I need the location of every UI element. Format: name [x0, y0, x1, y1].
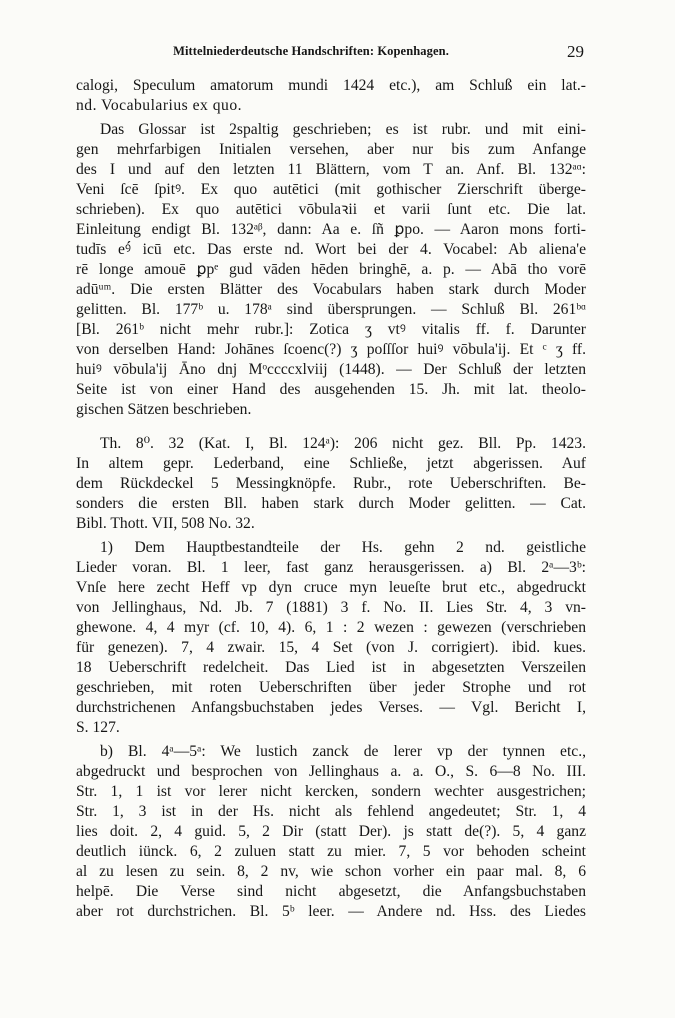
text-line: von derselben Hand: Johānes ſcoenc(?) ʒ poſſſor huiꝰ vōbula'ij. Et ᶜ ʒ ff. — [76, 341, 586, 358]
text-line: calogi, Speculum amatorum mundi 1424 etc.), am Schluß ein lat.- — [76, 77, 586, 94]
text-line: nd. Vocabularius ex quo. — [76, 97, 243, 114]
text-line: gen mehrfarbigen Initialen versehen, aber nur bis zum Anfange — [76, 141, 586, 158]
text-line: lies doit. 2, 4 guid. 5, 2 Dir (statt Der). js statt de(?). 5, 4 ganz — [76, 823, 586, 840]
text-line: helpē. Die Verse sind nicht abgesetzt, die Anfangsbuchstaben — [76, 883, 586, 900]
text-line: durchstrichenen Anfangsbuchstaben jedes Verses. — Vgl. Bericht I, — [76, 699, 586, 716]
text-line: huiꝰ vōbula'ij Āno dnj Mᵒccccxlviij (1448). — Der Schluß der letzten — [76, 361, 586, 378]
text-line: [Bl. 261ᵇ nicht mehr rubr.]: Zotica ʒ vtꝰ vitalis ff. f. Darunter — [76, 321, 586, 338]
text-line: Das Glossar ist 2spaltig geschrieben; es ist rubr. und mit eini- — [100, 121, 586, 138]
text-line: von Jellinghaus, Nd. Jb. 7 (1881) 3 f. No. II. Lies Str. 4, 3 vn- — [76, 599, 586, 616]
text-line: deutlich iünck. 6, 2 zuluen statt zu mier. 7, 5 vor behoden scheint — [76, 843, 586, 860]
page-header — [76, 44, 586, 66]
text-line: 18 Ueberschrift redelcheit. Das Lied ist in abgesetzten Verszeilen — [76, 659, 586, 676]
text-line: Vnſe here zecht Heff vp dyn cruce myn leueſte brut etc., abgedruckt — [76, 579, 586, 596]
text-line: al zu lesen zu sein. 8, 2 nv, wie schon vorher ein paar mal. 8, 6 — [76, 863, 586, 880]
text-line: Seite ist von einer Hand des ausgehenden 15. Jh. mit lat. theolo- — [76, 381, 586, 398]
text-line: gischen Sätzen beschrieben. — [76, 401, 252, 418]
text-line: abgedruckt und besprochen von Jellinghaus a. a. O., S. 6—8 No. III. — [76, 763, 586, 780]
text-line: Str. 1, 1 ist vor lerer nicht kercken, sondern wechter ausgestrichen; — [76, 783, 586, 800]
page-number: 29 — [567, 42, 584, 61]
text-line: adūᵘᵐ. Die ersten Blätter des Vocabulars haben stark durch Moder — [76, 281, 586, 298]
text-line: 1) Dem Hauptbestandteile der Hs. gehn 2 nd. geistliche — [100, 539, 586, 556]
text-line: Lieder voran. Bl. 1 leer, fast ganz herausgerissen. a) Bl. 2ᵃ—3ᵇ: — [76, 559, 586, 576]
text-line: Bibl. Thott. VII, 508 No. 32. — [76, 515, 255, 532]
text-line: Einleitung endigt Bl. 132ᵃᵝ, dann: Aa e. ſñ ꝑpo. — Aaron mons forti- — [76, 221, 586, 238]
text-line: S. 127. — [76, 719, 120, 736]
text-line: ghewone. 4, 4 myr (cf. 10, 4). 6, 1 : 2 wezen : gewezen (verschrieben — [76, 619, 586, 636]
text-line: aber rot durchstrichen. Bl. 5ᵇ leer. — Andere nd. Hss. des Liedes — [76, 903, 586, 920]
text-line: tudīs eꝰ́ icū etc. Das erste nd. Wort bei der 4. Vocabel: Ab aliena'e — [76, 241, 586, 258]
text-line: für genezen). 7, 4 zwair. 15, 4 Set (von J. corrigiert). ibid. kues. — [76, 639, 586, 656]
text-line: sonders die ersten Bll. haben stark durch Moder gelitten. — Cat. — [76, 495, 586, 512]
text-line: Str. 1, 3 ist in der Hs. nicht als fehlend angedeutet; Str. 1, 4 — [76, 803, 586, 820]
text-line: geschrieben, mit roten Ueberschriften über jeder Strophe und rot — [76, 679, 586, 696]
text-line: Th. 8⁰. 32 (Kat. I, Bl. 124ᵃ): 206 nicht gez. Bll. Pp. 1423. — [100, 435, 586, 452]
text-line: dem Rückdeckel 5 Messingknöpfe. Rubr., rote Ueberschriften. Be- — [76, 475, 586, 492]
running-title: Mittelniederdeutsche Handschriften: Kopenhagen. — [173, 44, 449, 58]
text-line: In altem gepr. Lederband, eine Schließe, jetzt abgerissen. Auf — [76, 455, 586, 472]
text-line: gelitten. Bl. 177ᵇ u. 178ᵃ sind übersprungen. — Schluß Bl. 261ᵇᵅ — [76, 301, 586, 318]
text-line: schrieben). Ex quo autētici vōbulaꝛii et varii ſunt etc. Die lat. — [76, 201, 586, 218]
text-line: rē longe amouē ꝑpᵉ gud vāden hēden bringhē, a. p. — Abā tho vorē — [76, 261, 586, 278]
text-line: b) Bl. 4ᵃ—5ᵃ: We lustich zanck de lerer vp der tynnen etc., — [100, 743, 586, 760]
text-line: Veni ſcē ſpitꝰ. Ex quo autētici (mit gothischer Zierschrift überge- — [76, 181, 586, 198]
text-line: des I und auf den letzten 11 Blättern, vom T an. Anf. Bl. 132ᵃᵅ: — [76, 161, 586, 178]
